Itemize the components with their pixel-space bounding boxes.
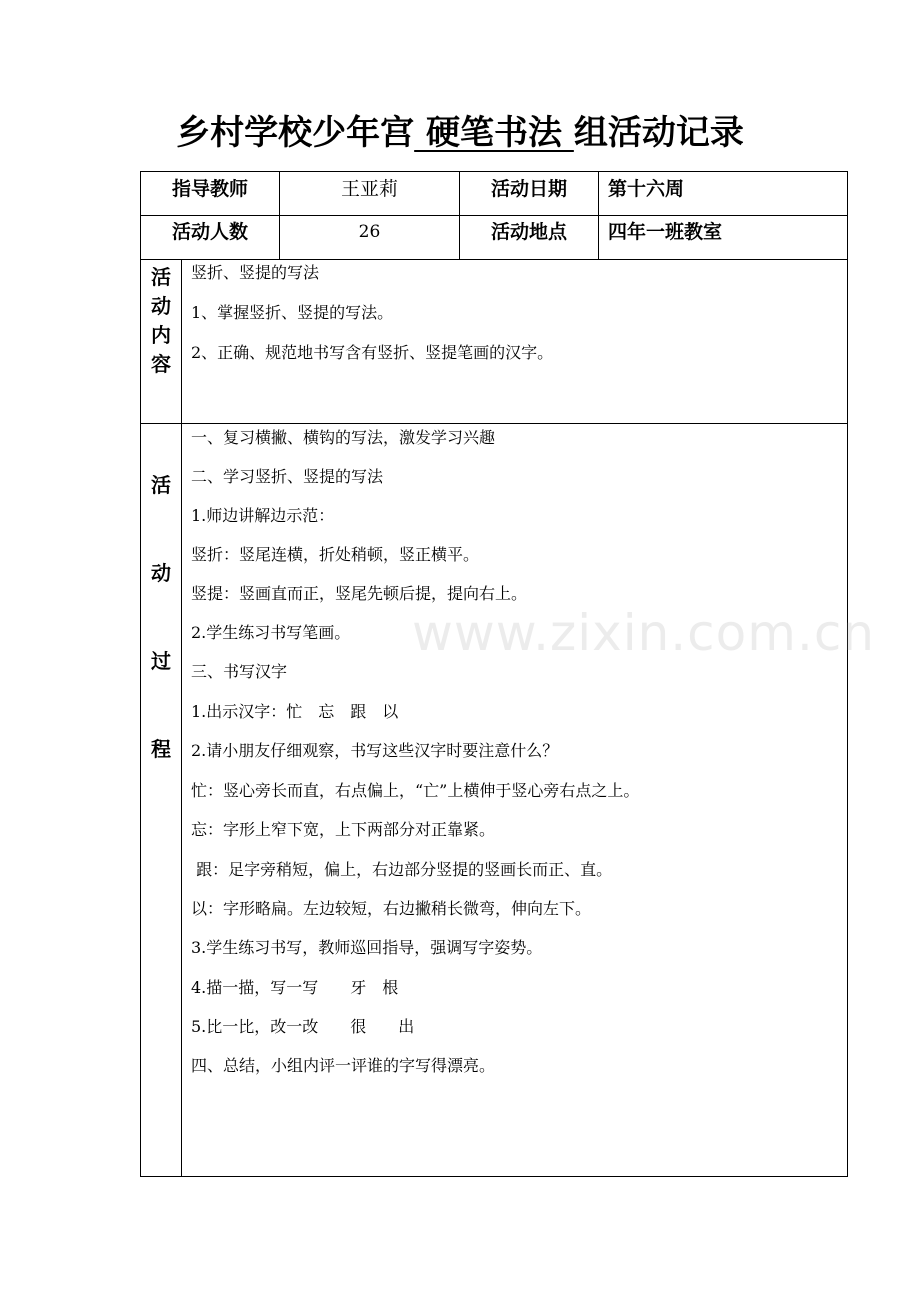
process-line: 忘：字形上窄下宽，上下两部分对正靠紧。: [191, 820, 496, 839]
process-line: 竖折：竖尾连横，折处稍顿，竖正横平。: [191, 545, 480, 564]
process-line: 1.出示汉字：忙 忘 跟 以: [191, 702, 399, 721]
process-line: 跟：足字旁稍短，偏上，右边部分竖提的竖画长而正、直。: [191, 860, 613, 879]
date-label: 活动日期: [490, 178, 567, 200]
title-subject: 硬笔书法: [414, 113, 574, 153]
count-label: 活动人数: [171, 221, 248, 243]
process-line: 一、复习横撇、横钩的写法，激发学习兴趣: [191, 428, 496, 447]
record-table: 指导教师 王亚莉 活动日期 第十六周 活动人数 26 活动地点 四年一班教室 活 动 内 容 竖折、竖提的写法 1、掌握竖折、竖提的写法。 2、正确、规范地书写含有竖折、竖提笔画的汉字。 活 动 过 程 一、复习横撇、横钩的写法，激发学习兴趣 二、学习竖折、竖提的写法 1.师边讲解边示范： 竖折：竖尾连横，折处稍顿，竖正横平。 竖提：竖画直而正，竖尾先顿后提，提向右上。 2.学生练习书写笔画。 三、书写汉字 1.出示汉字：忙 忘 跟 以 2.请小朋友仔细观察，书写这些汉字时要注意什么？ 忙：竖心旁长而直，右点偏上，“亡”上横伸于竖心旁右点之上。 忘：字形上窄下宽，上下两部分对正靠紧。 跟：足字旁稍短，偏上，右边部分竖提的竖画长而正、直。 以：字形略扁。左边较短，右边撇稍长微弯，伸向左下。 3.学生练习书写，教师巡回指导，强调写字姿势。 4.描一描，写一写 牙 根 5.比一比，改一改 很 出 四、总结，小组内评一评谁的字写得漂亮。: [140, 171, 848, 1177]
teacher-label: 指导教师: [171, 178, 248, 200]
place-value: 四年一班教室: [608, 221, 723, 243]
count-value: 26: [358, 222, 381, 242]
title-prefix: 乡村学校少年宫: [176, 113, 415, 153]
process-line: 三、书写汉字: [191, 662, 288, 681]
teacher-value: 王亚莉: [340, 178, 398, 200]
process-line: 3.学生练习书写，教师巡回指导，强调写字姿势。: [191, 938, 543, 957]
date-value: 第十六周: [608, 178, 685, 200]
page-title: [0, 108, 920, 158]
process-line: 4.描一描，写一写 牙 根: [191, 978, 399, 997]
watermark: www.zixin.com.cn: [412, 604, 876, 662]
process-line: 以：字形略扁。左边较短，右边撇稍长微弯，伸向左下。: [191, 899, 592, 918]
process-line: 二、学习竖折、竖提的写法: [191, 467, 384, 486]
place-label: 活动地点: [490, 221, 567, 243]
content-line: 竖折、竖提的写法: [191, 263, 320, 282]
content-line: 2、正确、规范地书写含有竖折、竖提笔画的汉字。: [191, 343, 554, 362]
title-suffix: 组活动记录: [573, 113, 744, 153]
process-line: 1.师边讲解边示范：: [191, 506, 335, 525]
process-line: 5.比一比，改一改 很 出: [191, 1017, 415, 1036]
content-label: 活 动 内 容: [151, 265, 171, 376]
process-line: 2.请小朋友仔细观察，书写这些汉字时要注意什么？: [191, 741, 559, 760]
process-line: 忙：竖心旁长而直，右点偏上，“亡”上横伸于竖心旁右点之上。: [191, 781, 640, 800]
process-line: 2.学生练习书写笔画。: [191, 623, 351, 642]
process-line: 竖提：竖画直而正，竖尾先顿后提，提向右上。: [191, 584, 528, 603]
process-line: 四、总结，小组内评一评谁的字写得漂亮。: [191, 1056, 496, 1075]
content-line: 1、掌握竖折、竖提的写法。: [191, 303, 394, 322]
